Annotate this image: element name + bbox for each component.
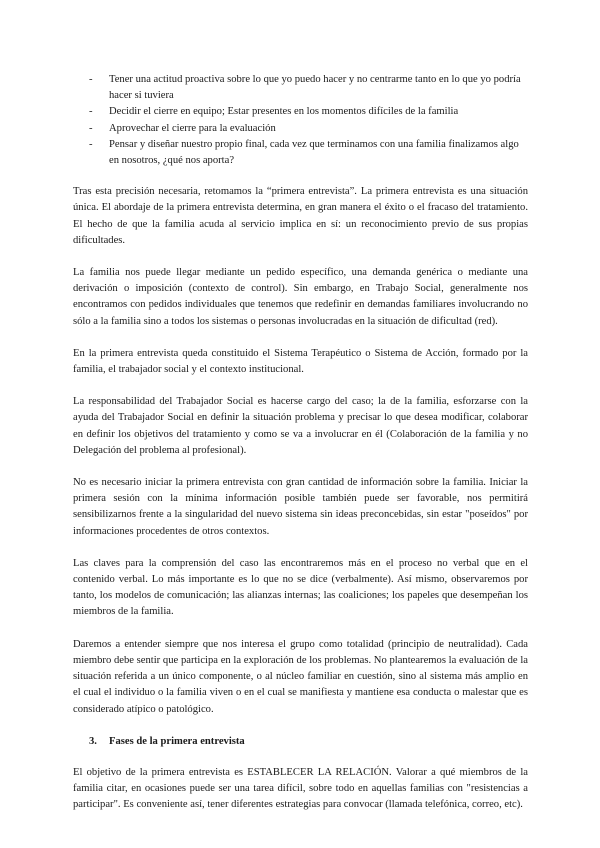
paragraph-responsabilidad: La responsabilidad del Trabajador Social es hacerse cargo del caso; la de la familia, esforzarse con la ayuda del Trabajador Social en definir la situación problema y precisar lo que desea modificar, colaborar en definir los objetivos del tratamiento y como se va a involucrar en él (Colaboración de la familia y no Delegación del problema al profesional). [73, 396, 528, 456]
bullet-marker: - [89, 122, 93, 134]
paragraph-informacion: No es necesario iniciar la primera entrevista con gran cantidad de información sobre la familia. Iniciar la primera sesión con la mínima información posible también puede ser favorable, nos permitirá sensibilizarnos frente a la singularidad del nuevo sistema sin ideas preconcebidas, sin estar "poseídos" por informaciones procedentes de otros contextos. [73, 477, 528, 537]
list-item [73, 104, 528, 120]
paragraph-demanda: La familia nos puede llegar mediante un pedido específico, una demanda genérica o mediante una derivación o imposición (contexto de control). Sin embargo, en Trabajo Social, generalmente nos encontramos con pedidos individuales que tenemos que redefinir en demandas familiares involucrando no sólo a la familia sino a todos los sistemas o personas involucradas en la situación de dificultad (red). [73, 267, 528, 327]
list-item [73, 72, 528, 104]
paragraph-primera-entrevista: Tras esta precisión necesaria, retomamos la “primera entrevista”. La primera entrevista es una situación única. El abordaje de la primera entrevista determina, en gran manera el éxito o el fracaso del tratamiento. El hecho de que la familia acuda al servicio implica en sí: un reconocimiento previo de sus propias dificultades. [73, 186, 528, 246]
list-item-text: Decidir el cierre en equipo; Estar presentes en los momentos difíciles de la familia [109, 106, 459, 118]
document-body [73, 72, 528, 830]
list-item-text: Tener una actitud proactiva sobre lo que yo puedo hacer y no centrarme tanto en lo que yo podría hacer si tuviera [109, 74, 521, 102]
section-number: 3. [89, 735, 97, 747]
list-item-text: Pensar y diseñar nuestro propio final, cada vez que terminamos con una familia finalizamos algo en nosotros, ¿qué nos aporta? [109, 138, 519, 167]
paragraph-claves: Las claves para la comprensión del caso las encontraremos más en el proceso no verbal que en el contenido verbal. Lo más importante es lo que no se dice (verbalmente). Así mismo, observaremos por tanto, los modelos de comunicación; las alianzas internas; las coaliciones; los papeles que desempeñan los miembros de la familia. [73, 557, 528, 618]
list-item-text: Aprovechar el cierre para la evaluación [109, 122, 276, 134]
bullet-marker: - [89, 106, 93, 118]
bullet-marker: - [89, 74, 93, 85]
paragraph-objetivo: El objetivo de la primera entrevista es ESTABLECER LA RELACIÓN. Valorar a qué miembros de la familia citar, en ocasiones puede ser una tarea difícil, sobre todo en aquellas familias con "resistencias a participar". Es conveniente así, tener diferentes estrategias para convocar (llamada telefónica, correo, etc). [73, 766, 528, 811]
list-item [73, 121, 528, 137]
section-heading [73, 734, 528, 750]
section-title: Fases de la primera entrevista [109, 735, 245, 747]
list-item [73, 137, 528, 169]
paragraph-sistema-terapeutico: En la primera entrevista queda constituido el Sistema Terapéutico o Sistema de Acción, formado por la familia, el trabajador social y el contexto institucional. [73, 347, 528, 376]
paragraph-neutralidad: Daremos a entender siempre que nos interesa el grupo como totalidad (principio de neutralidad). Cada miembro debe sentir que participa en la exploración de los problemas. No plantearemos la evaluación de la situación referida a un único componente, o al núcleo familiar en cuestión, sino al sistema más amplio en el cual el individuo o la familia viven o en el cual se manifiesta y mantiene esa conducta o malestar que es considerado atípico o patológico. [73, 638, 528, 715]
bullet-marker: - [89, 138, 93, 150]
bullet-list [73, 72, 528, 169]
